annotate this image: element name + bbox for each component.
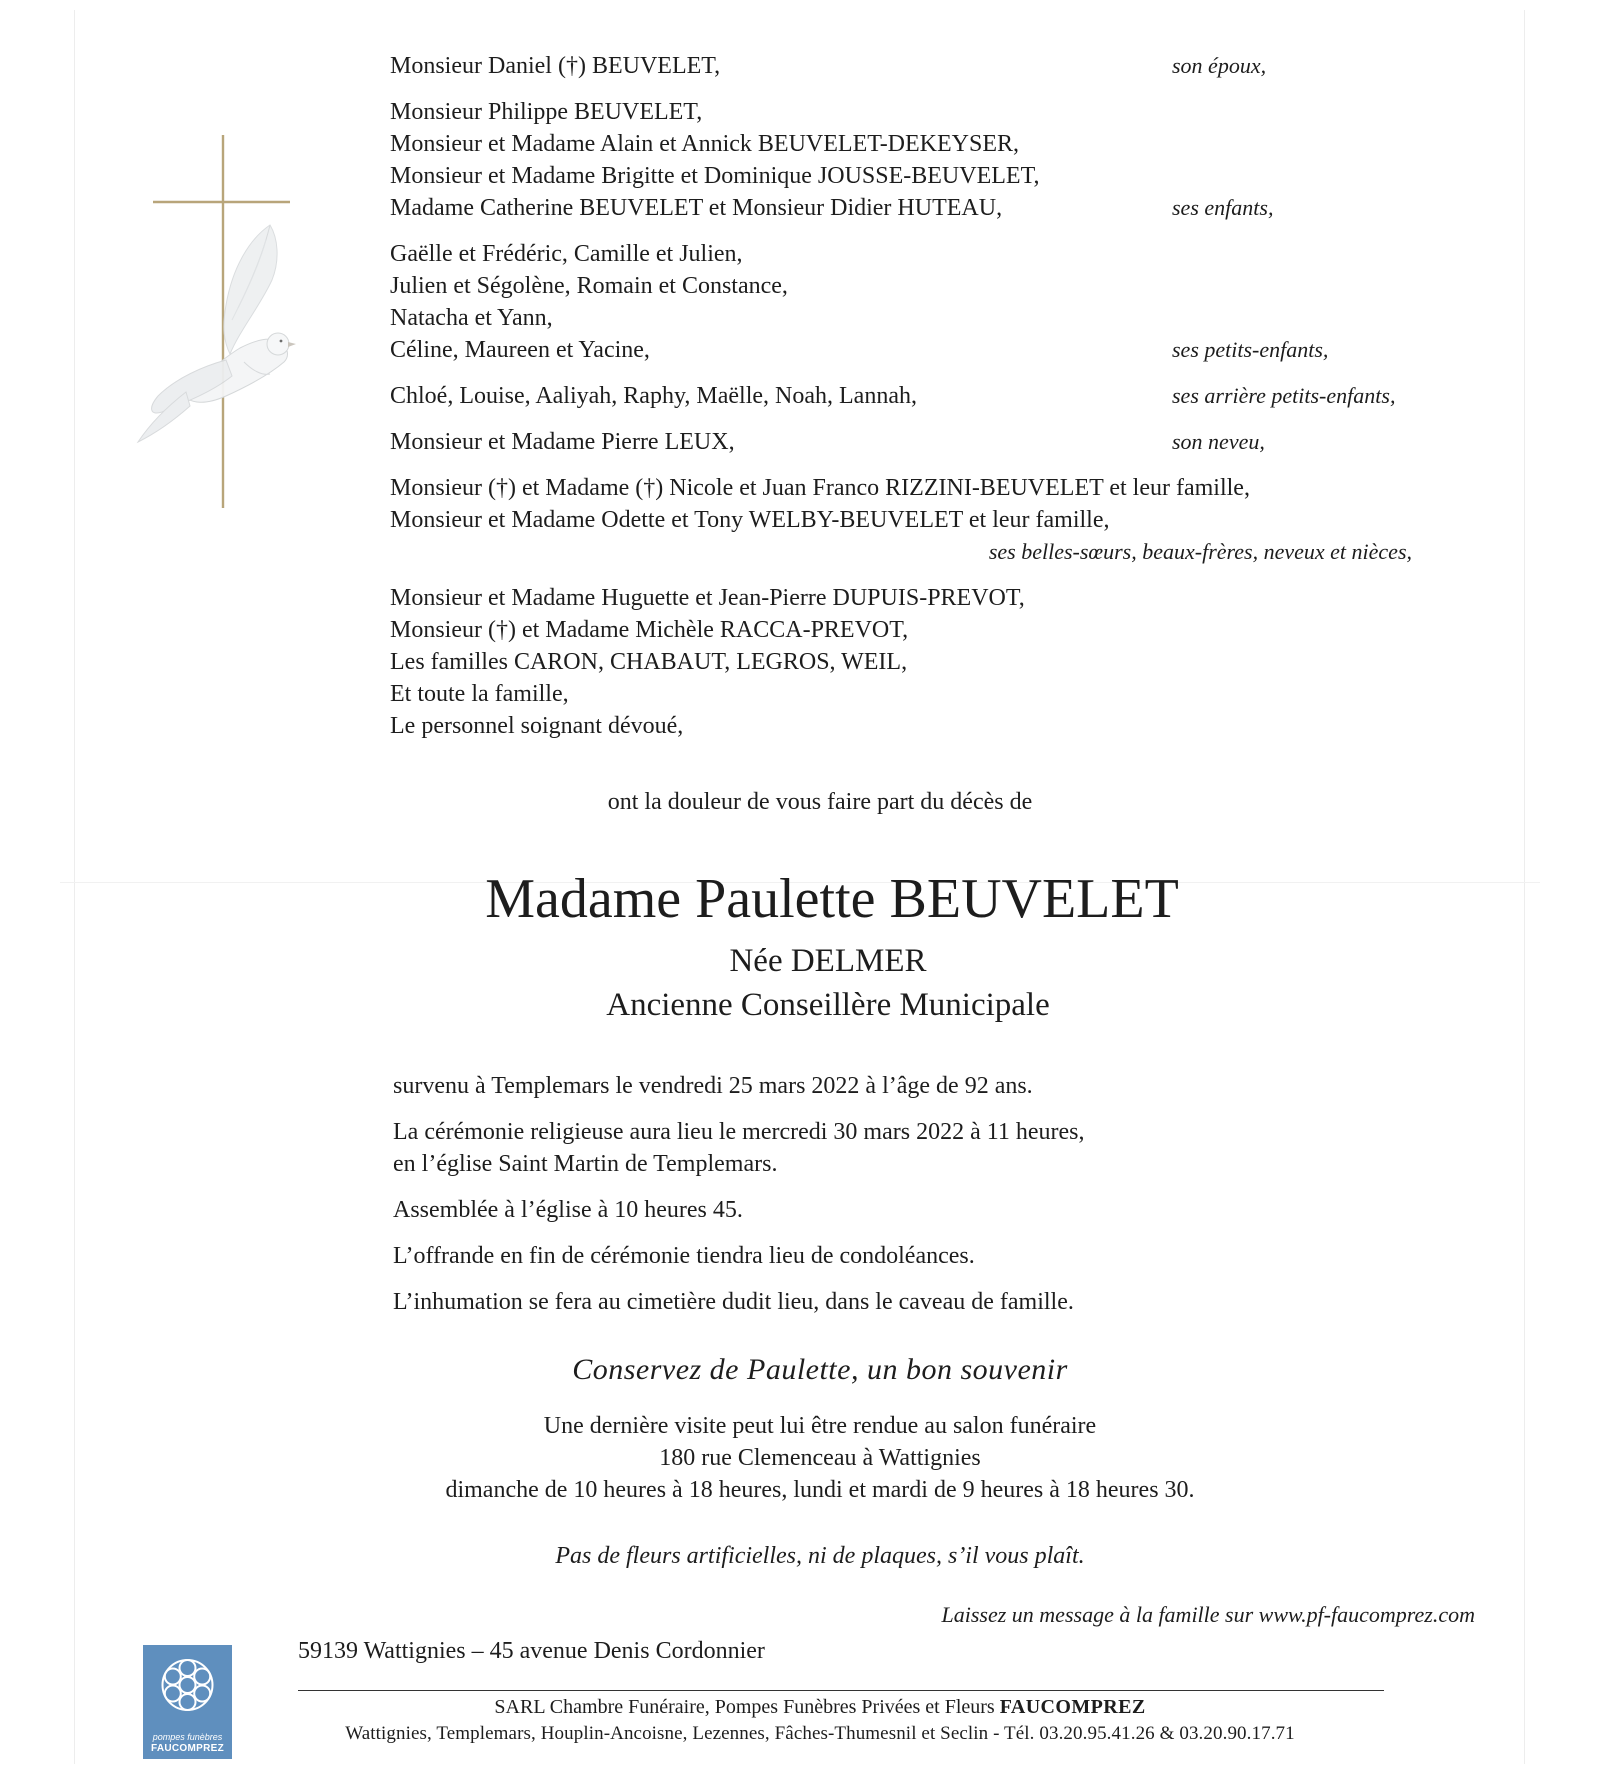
family-line: Monsieur et Madame Pierre LEUX, [390, 429, 735, 455]
family-line: Monsieur Philippe BEUVELET, [390, 99, 703, 125]
family-line: Julien et Ségolène, Romain et Constance, [390, 273, 788, 299]
ceremony-line: La cérémonie religieuse aura lieu le mercredi 30 mars 2022 à 11 heures, [393, 1119, 1085, 1145]
visit-line: Une dernière visite peut lui être rendue au salon funéraire [543, 1413, 1097, 1439]
logo-tagline: pompes funèbres [152, 1732, 223, 1742]
family-group-great-grandchildren [390, 380, 1470, 412]
family-line: Natacha et Yann, [390, 305, 553, 331]
family-group-grandchildren [390, 238, 1470, 366]
assembly-info: Assemblée à l’église à 10 heures 45. [393, 1197, 743, 1223]
cross-icon [153, 135, 290, 508]
ceremony-line: en l’église Saint Martin de Templemars. [393, 1151, 778, 1177]
family-line: Monsieur et Madame Odette et Tony WELBY-BEUVELET et leur famille, [390, 507, 1110, 533]
family-line: Madame Catherine BEUVELET et Monsieur Didier HUTEAU, [390, 195, 1003, 221]
family-line: Gaëlle et Frédéric, Camille et Julien, [390, 241, 743, 267]
visit-info [0, 1410, 1600, 1506]
family-group-spouse [390, 50, 1470, 82]
website-message: Laissez un message à la famille sur www.pf-faucomprez.com [941, 1602, 1475, 1627]
company-description: SARL Chambre Funéraire, Pompes Funèbres Privées et Fleurs [494, 1696, 995, 1718]
ceremony-details [393, 1070, 1293, 1332]
souvenir-line: Conservez de Paulette, un bon souvenir [572, 1353, 1068, 1386]
relation-label: son époux, [1172, 53, 1267, 78]
family-group-in-laws [390, 472, 1470, 568]
no-flowers-notice: Pas de fleurs artificielles, ni de plaques, s’il vous plaît. [555, 1543, 1085, 1569]
company-name: FAUCOMPREZ [999, 1696, 1146, 1718]
family-line: Les familles CARON, CHABAUT, LEGROS, WEIL, [390, 649, 908, 675]
announcement: ont la douleur de vous faire part du décès de [607, 789, 1033, 815]
family-line: Monsieur (†) et Madame (†) Nicole et Juan Franco RIZZINI-BEUVELET et leur famille, [390, 475, 1250, 501]
relation-label: ses belles-sœurs, beaux-frères, neveux et nièces, [988, 539, 1412, 564]
ceremony-info [393, 1116, 1293, 1180]
company-address: 59139 Wattignies – 45 avenue Denis Cordonnier [298, 1638, 765, 1664]
family-line: Monsieur (†) et Madame Michèle RACCA-PREVOT, [390, 617, 909, 643]
offering-info: L’offrande en fin de cérémonie tiendra lieu de condoléances. [393, 1243, 975, 1269]
family-line: Monsieur et Madame Brigitte et Dominique JOUSSE-BEUVELET, [390, 163, 1040, 189]
death-info: survenu à Templemars le vendredi 25 mars 2022 à l’âge de 92 ans. [393, 1073, 1033, 1099]
family-line: Le personnel soignant dévoué, [390, 713, 684, 739]
dove-icon [138, 225, 296, 442]
burial-info: L’inhumation se fera au cimetière dudit lieu, dans le caveau de famille. [393, 1289, 1074, 1315]
deceased-name: Madame Paulette BEUVELET [485, 868, 1179, 930]
relation-label: son neveu, [1172, 429, 1265, 454]
maiden-name: Née DELMER [729, 943, 927, 979]
family-line: Céline, Maureen et Yacine, [390, 337, 650, 363]
family-group-others [390, 582, 1470, 742]
company-towns-phone: Wattignies, Templemars, Houplin-Ancoisne, Lezennes, Fâches-Thumesnil et Seclin - Tél. 03.20.95.41.26 & 03.20.90.17.71 [345, 1723, 1295, 1744]
relation-label: ses enfants, [1172, 195, 1274, 220]
family-line: Monsieur et Madame Huguette et Jean-Pierre DUPUIS-PREVOT, [390, 585, 1025, 611]
relation-label: ses arrière petits-enfants, [1172, 383, 1396, 408]
footer-divider [298, 1690, 1384, 1691]
relation-label: ses petits-enfants, [1172, 337, 1329, 362]
deceased-role: Ancienne Conseillère Municipale [606, 987, 1050, 1023]
family-line: Et toute la famille, [390, 681, 569, 707]
family-line: Monsieur Daniel (†) BEUVELET, [390, 53, 721, 79]
family-list [390, 50, 1470, 756]
family-line: Monsieur et Madame Alain et Annick BEUVELET-DEKEYSER, [390, 131, 1020, 157]
family-line: Chloé, Louise, Aaliyah, Raphy, Maëlle, Noah, Lannah, [390, 383, 917, 409]
visit-line: dimanche de 10 heures à 18 heures, lundi et mardi de 9 heures à 18 heures 30. [445, 1477, 1195, 1503]
visit-line: 180 rue Clemenceau à Wattignies [659, 1445, 981, 1471]
family-group-children [390, 96, 1470, 224]
cross-and-dove [120, 130, 320, 530]
company-line [0, 1694, 1600, 1720]
logo-brand: FAUCOMPREZ [151, 1743, 224, 1754]
family-group-nephew [390, 426, 1470, 458]
